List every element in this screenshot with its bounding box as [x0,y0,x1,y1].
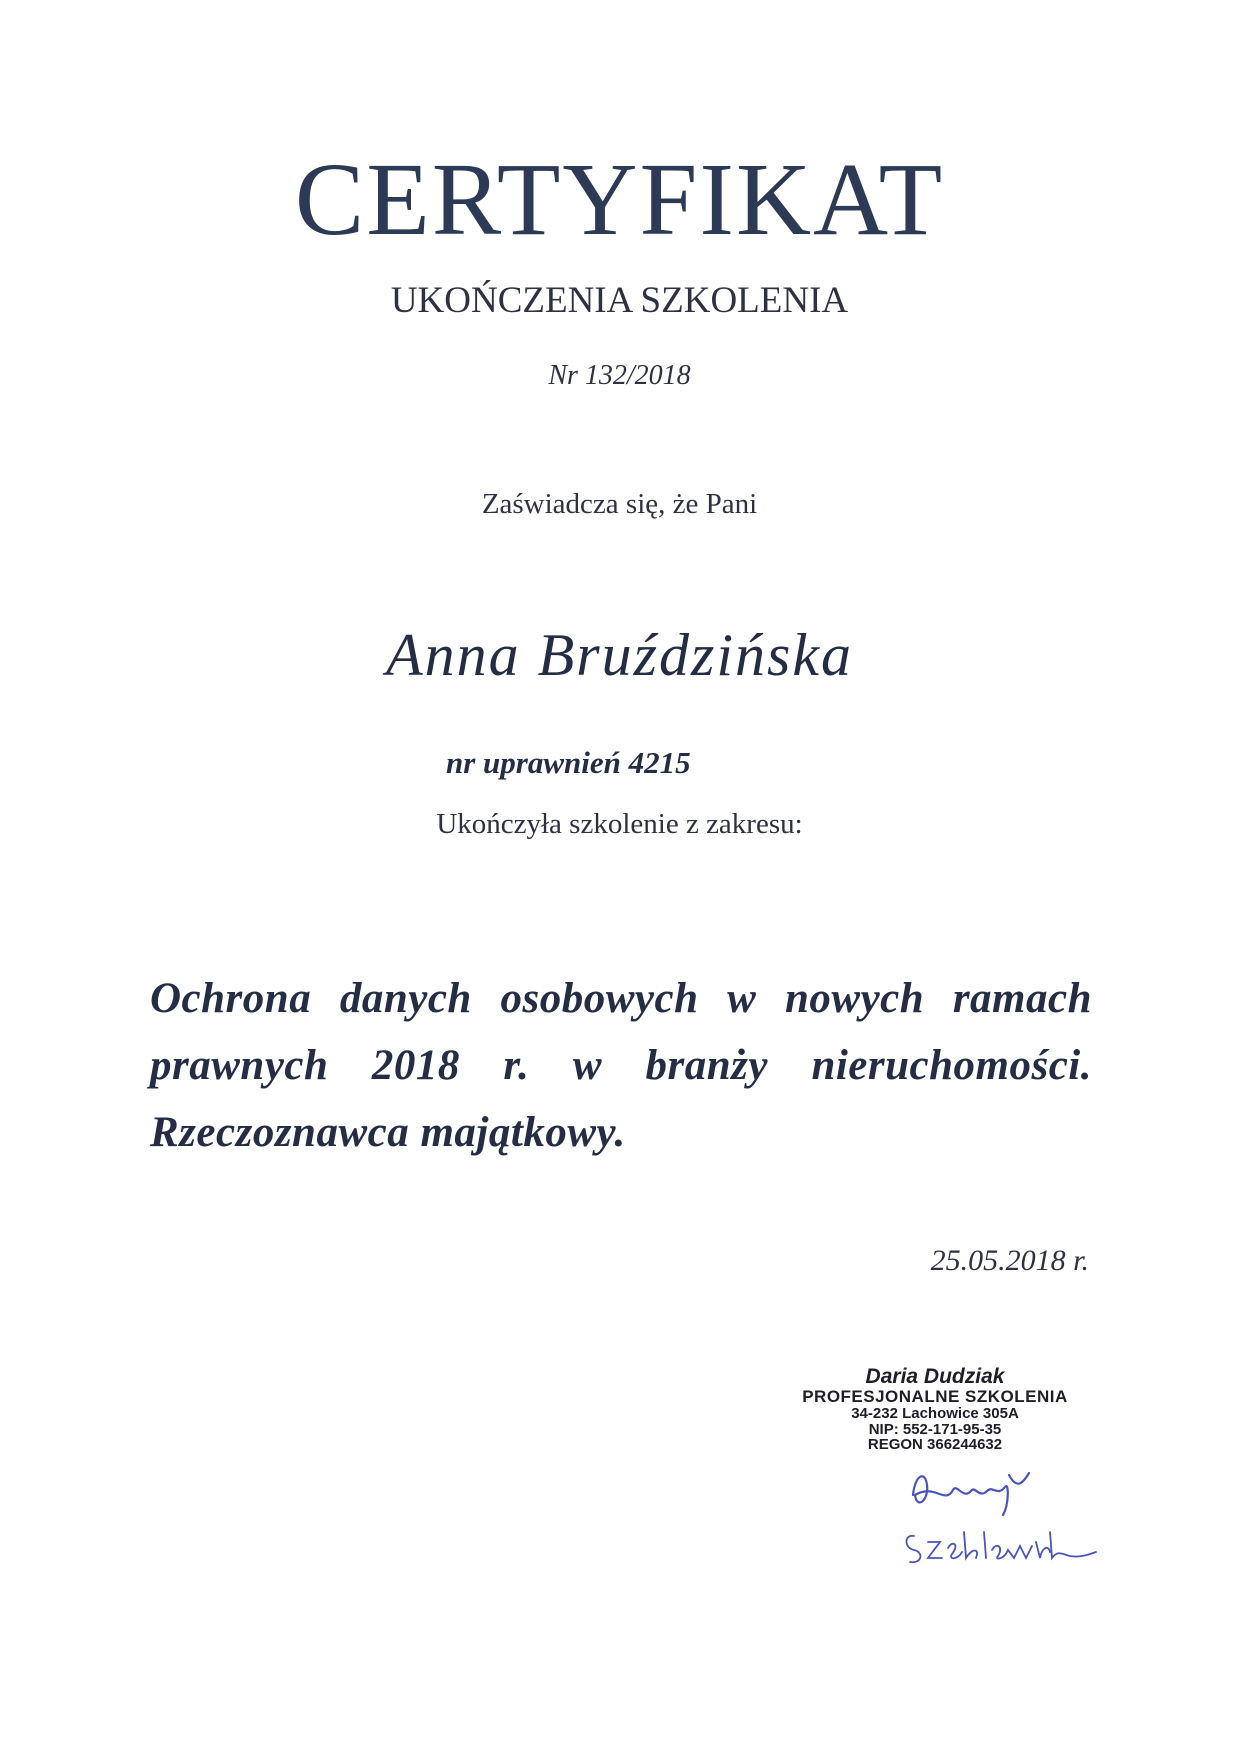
certificate-title: CERTYFIKAT [294,142,945,257]
stamp-address: 34-232 Lachowice 305A [851,1404,1019,1422]
completed-text: Ukończyła szkolenie z zakresu: [436,808,803,840]
signature-upper [905,1455,1055,1525]
stamp-owner: Daria Dudziak [865,1365,1005,1388]
recipient-name: Anna Bruździńska [386,622,853,688]
certificate-number: Nr 132/2018 [548,360,691,391]
permit-number: nr uprawnień 4215 [446,745,691,780]
course-title: Ochrona danych osobowych w nowych ramach prawnych 2018 r. w branży nieruchomości. Rzeczoznawca majątkowy. [150,975,1092,1156]
stamp-regon: REGON 366244632 [867,1436,1003,1454]
issue-date: 25.05.2018 r. [930,1244,1089,1277]
certificate-subtitle: UKOŃCZENIA SZKOLENIA [390,280,849,321]
stamp-nip: NIP: 552-171-95-35 [868,1420,1002,1438]
signature-lower [900,1518,1110,1578]
stamp-company: PROFESJONALNE SZKOLENIA [802,1387,1068,1407]
company-stamp [790,1366,1080,1453]
attestation-text: Zaświadcza się, że Pani [481,488,758,520]
